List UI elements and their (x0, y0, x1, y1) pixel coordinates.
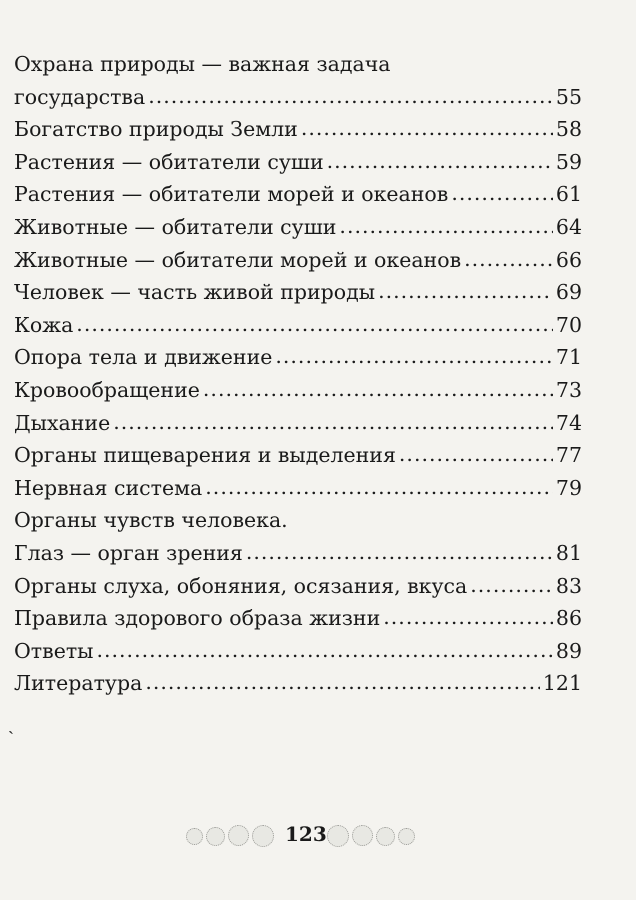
toc-entry-page: 71 (555, 345, 582, 370)
toc-entry (14, 341, 582, 374)
dot-leader (378, 275, 553, 308)
toc-entry-title: Растения — обитатели суши (14, 149, 324, 174)
decorative-circle-icon (376, 827, 395, 846)
dot-leader (470, 569, 553, 602)
toc-entry (14, 211, 582, 244)
toc-entry-page: 61 (555, 182, 582, 207)
dot-leader (301, 112, 553, 145)
toc-entry-page: 74 (555, 410, 582, 435)
toc-entry (14, 178, 582, 211)
toc-entry (14, 244, 582, 277)
toc-entry (14, 113, 582, 146)
toc-entry (14, 472, 582, 505)
toc-entry-title: Человек — часть живой природы (14, 280, 376, 305)
decorative-circle-icon (252, 825, 274, 847)
toc-entry-page: 83 (555, 573, 582, 598)
toc-entry-title-line1: Органы чувств человека. (14, 508, 288, 533)
decorative-circles-right (327, 825, 415, 847)
toc-entry (14, 570, 582, 603)
toc-entry-title: Литература (14, 671, 143, 696)
toc-entry (14, 667, 582, 700)
toc-entry-title: Богатство природы Земли (14, 117, 298, 142)
page-number: 123 (285, 822, 327, 846)
toc-entry-title: Опора тела и движение (14, 345, 273, 370)
toc-entry-page: 70 (555, 312, 582, 337)
toc-entry (14, 276, 582, 309)
toc-entry-title: Кожа (14, 312, 74, 337)
dot-leader (96, 634, 552, 667)
dot-leader (275, 340, 553, 373)
toc-entry-page: 69 (555, 280, 582, 305)
toc-entry (14, 81, 582, 114)
toc-entry (14, 374, 582, 407)
toc-entry (14, 407, 582, 440)
dot-leader (383, 601, 553, 634)
toc-entry (14, 537, 582, 570)
toc-entry-page: 59 (555, 149, 582, 174)
decorative-circles-left (186, 825, 274, 847)
toc-entry-title: Дыхание (14, 410, 111, 435)
toc-entry-page: 89 (555, 638, 582, 663)
toc-entry-page: 86 (555, 606, 582, 631)
toc-entry-title: Правила здорового образа жизни (14, 606, 381, 631)
decorative-circle-icon (186, 828, 203, 845)
toc-entry-title: государства (14, 84, 146, 109)
dot-leader (203, 373, 553, 406)
decorative-circle-icon (327, 825, 349, 847)
toc-entry-page: 77 (555, 443, 582, 468)
decorative-circle-icon (228, 825, 249, 846)
table-of-contents (14, 48, 582, 700)
dot-leader (148, 80, 553, 113)
toc-entry (14, 635, 582, 668)
decorative-circle-icon (206, 827, 225, 846)
toc-entry-title-line1: Охрана природы — важная задача (14, 52, 391, 76)
toc-entry-title: Ответы (14, 638, 94, 663)
toc-entry-page: 64 (555, 214, 582, 239)
toc-entry-page: 81 (555, 540, 582, 565)
dot-leader (399, 438, 553, 471)
stray-mark: ˏ (8, 714, 14, 735)
toc-entry-page: 58 (555, 117, 582, 142)
dot-leader (145, 666, 540, 699)
toc-entry (14, 439, 582, 472)
dot-leader (327, 145, 553, 178)
toc-entry-title: Органы слуха, обоняния, осязания, вкуса (14, 573, 468, 598)
decorative-circle-icon (398, 828, 415, 845)
toc-entry (14, 309, 582, 342)
dot-leader (113, 406, 553, 439)
toc-entry-title: Кровообращение (14, 377, 200, 402)
toc-entry-title: Растения — обитатели морей и океанов (14, 182, 449, 207)
toc-entry-page: 55 (555, 84, 582, 109)
toc-entry-title: Органы пищеварения и выделения (14, 443, 396, 468)
toc-entry-page: 79 (555, 475, 582, 500)
dot-leader (246, 536, 553, 569)
dot-leader (205, 471, 553, 504)
toc-entry-title: Животные — обитатели суши (14, 214, 337, 239)
toc-entry-title: Глаз — орган зрения (14, 540, 243, 565)
toc-entry-title: Животные — обитатели морей и океанов (14, 247, 462, 272)
toc-entry (14, 146, 582, 179)
page-footer (0, 822, 636, 852)
dot-leader (451, 177, 553, 210)
toc-entry-title: Нервная система (14, 475, 203, 500)
dot-leader (76, 308, 553, 341)
dot-leader (464, 243, 553, 276)
toc-entry-page: 73 (555, 377, 582, 402)
dot-leader (339, 210, 552, 243)
toc-entry-page: 66 (555, 247, 582, 272)
decorative-circle-icon (352, 825, 373, 846)
toc-entry-page: 121 (542, 671, 582, 696)
toc-entry (14, 602, 582, 635)
